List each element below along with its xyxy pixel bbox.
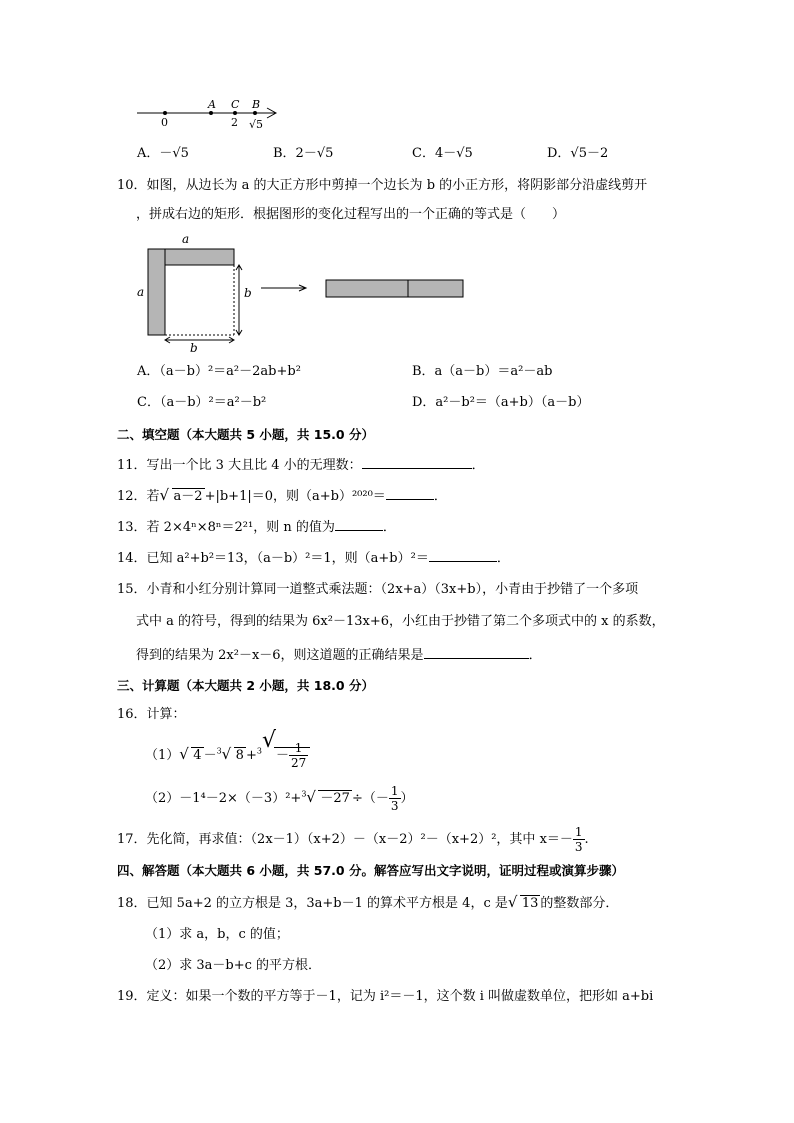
q18-part2: （2）求 3a－b+c 的平方根． [145,958,322,973]
q16-p1-index2: 3 [256,746,262,756]
q17-end: . [584,832,589,847]
section-2-heading: 二、填空题（本大题共 5 小题，共 15.0 分） [117,427,374,442]
q16-p1-label: （1） [145,748,180,763]
q16-p2-radicand: －27 [320,791,350,806]
fig-label-b-right: b [244,286,252,300]
q17-frac [573,825,585,854]
sqrt-icon: √ [507,893,518,911]
sqrt-icon: √ [159,486,170,504]
fig-label-a-top: a [182,232,190,246]
q16-p2-den: 3 [390,799,399,813]
q16-p1-index1: 3 [216,746,222,756]
q16-p1-den: 27 [290,756,307,770]
q11-text: 11．写出一个比 3 大且比 4 小的无理数： [117,458,362,473]
q14: 14．已知 a²+b²＝13，（a－b）²＝1，则（a+b）²＝ ． [117,551,510,566]
q13-text: 13．若 2×4ⁿ×8ⁿ＝2²¹，则 n 的值为 [117,520,335,535]
q9-option-b: B．2－√5 [273,146,334,161]
q14-text: 14．已知 a²+b²＝13，（a－b）²＝1，则（a+b）²＝ [117,551,429,566]
label-A: A [208,98,216,111]
q16-p1-sqrt4 [179,745,203,764]
q10-option-b: B．a（a－b）＝a²－ab [412,364,553,379]
q18-text-a: 18．已知 5a+2 的立方根是 3，3a+b－1 的算术平方根是 4，c 是 [117,896,508,911]
q16-p2-close: ） [400,791,414,806]
label-B: B [252,98,261,111]
q18-sqrt13 [507,893,541,912]
fig-label-b-bottom: b [190,341,198,353]
label-C: C [231,98,240,111]
q13: 13．若 2×4ⁿ×8ⁿ＝2²¹，则 n 的值为 ． [117,520,396,535]
q12-blank[interactable] [386,487,434,500]
q12-text-b: +|b+1|＝0，则（a+b）²⁰²⁰＝ [204,489,386,504]
q15-line1: 15．小青和小红分别计算同一道整式乘法题：（2x+a）（3x+b），小青由于抄错了一个多项 [117,582,639,597]
q16-p1-cbrt8 [221,745,246,764]
q16-p2-cbrt [306,788,352,807]
q16-p1-num: 1 [289,741,308,756]
q18-radicand: 13 [521,896,539,911]
q16-p2-index: 3 [301,789,307,799]
number-line-figure [133,96,293,136]
q16-part2 [145,784,414,813]
cbrt-icon: √ [306,788,316,806]
q18-line1 [117,893,619,912]
q15-line3-text: 得到的结果为 2x²－x－6，则这道题的正确结果是 [136,648,424,663]
q12-sqrt [159,486,205,505]
q18-text-b: 的整数部分． [540,896,619,911]
q16-p1-radicand1: 4 [193,748,202,763]
q9-option-c: C．4－√5 [412,146,473,161]
q10-line2: ，拼成右边的矩形．根据图形的变化过程写出的一个正确的等式是（ ） [136,207,566,222]
q15-line3: 得到的结果为 2x²－x－6，则这道题的正确结果是 ． [136,648,542,663]
label-2: 2 [231,116,238,129]
q10-option-d: D．a²－b²＝（a+b）（a－b） [412,395,590,410]
fig-label-a-left: a [137,285,145,299]
q16-p1-neg: － [275,748,289,763]
label-sqrt5: √5 [249,118,264,131]
section-4-heading: 四、解答题（本大题共 6 小题，共 57.0 分。解答应写出文字说明，证明过程或演算步骤） [117,863,624,878]
cbrt-icon: √ [261,728,276,753]
q17-den: 3 [574,840,583,854]
q12-radicand: a－2 [173,489,203,504]
q16-title: 16．计算： [117,707,186,722]
q16-p1-radicand2: 8 [235,748,244,763]
q14-blank[interactable] [429,549,497,562]
sqrt-icon: √ [179,745,189,763]
q16-p2-frac [389,784,401,813]
q10-option-c: C．（a－b）²＝a²－b² [137,395,267,410]
q12: 12．若 √ a－2 +|b+1|＝0，则（a+b）²⁰²⁰＝ ． [117,486,447,504]
q9-option-d: D．√5－2 [547,146,609,161]
q16-p2-label: （2） [145,791,180,806]
q16-p2-div: ÷（－ [351,791,389,806]
q16-part1 [145,728,310,770]
q16-p1-minus: － [203,748,217,763]
q16-p2-text: －1⁴－2×（－3）²+ [179,791,302,806]
cbrt-icon: √ [221,745,232,763]
q16-p1-cbrt-frac [261,728,310,770]
q15-blank[interactable] [424,646,529,659]
q17-num: 1 [574,825,583,839]
q16-p1-frac [289,741,308,770]
q10-option-a: A．（a－b）²＝a²－2ab+b² [137,364,301,379]
q9-option-a: A．－√5 [137,146,189,161]
q13-blank[interactable] [335,518,383,531]
q17 [117,825,589,854]
q11: 11．写出一个比 3 大且比 4 小的无理数： ． [117,458,485,473]
q16-p1-frac-wrap [274,741,310,770]
q11-blank[interactable] [362,456,472,469]
q15-line2: 式中 a 的符号，得到的结果为 6x²－13x+6，小红由于抄错了第二个多项式中的 x 的系数， [136,614,665,629]
q16-p1-plus: + [245,748,257,763]
section-3-heading: 三、计算题（本大题共 2 小题，共 18.0 分） [117,678,374,693]
q17-text: 17．先化简，再求值：（2x－1）（x+2）－（x－2）²－（x+2）²，其中 x＝－ [117,832,573,847]
label-0: 0 [161,116,168,129]
q19-line1: 19．定义：如果一个数的平方等于－1，记为 i²＝－1，这个数 i 叫做虚数单位，把形如 a+bi [117,989,654,1004]
q18-part1: （1）求 a，b，c 的值； [145,927,289,942]
q10-line1: 10．如图，从边长为 a 的大正方形中剪掉一个边长为 b 的小正方形，将阴影部分沿虚线剪开 [117,178,648,193]
q16-p2-num: 1 [390,784,399,798]
q12-text-a: 12．若 [117,489,160,504]
q10-square-figure [130,228,475,353]
